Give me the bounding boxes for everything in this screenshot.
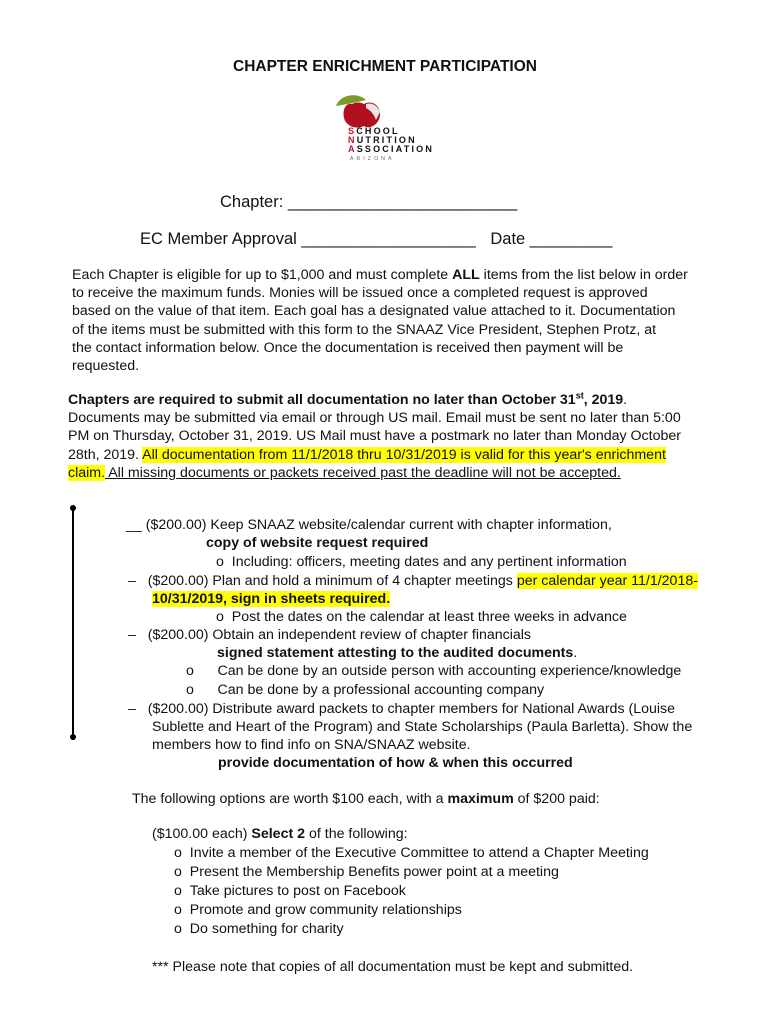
logo-line-2: NUTRITION (348, 135, 417, 145)
item-financials-req: signed statement attesting to the audited documents. (217, 645, 578, 661)
apple-icon (336, 95, 388, 128)
item-financials: – ($200.00) Obtain an independent review of chapter financials (128, 627, 532, 643)
approval-field (140, 230, 612, 249)
item-meetings-2: 10/31/2019, sign in sheets required. (152, 591, 391, 607)
option-item: o Present the Membership Benefits power point at a meeting (174, 864, 559, 880)
bracket-line (72, 508, 74, 740)
item-financials-sub1: o Can be done by an outside person with accounting experience/knowledge (186, 663, 682, 679)
footer-note: *** Please note that copies of all documentation must be kept and submitted. (152, 959, 634, 975)
item-financials-sub2: o Can be done by a professional accounting company (186, 682, 545, 698)
bracket-bottom (70, 734, 76, 740)
chapter-field: Chapter: _________________________ (220, 193, 518, 211)
bracket-top (70, 505, 76, 511)
page-title: CHAPTER ENRICHMENT PARTICIPATION (233, 58, 537, 75)
intro-paragraph: Each Chapter is eligible for up to $1,000 and must complete ALL items from the list below in order to receive the maximum funds. Monies will be issued once a completed request is approved based on the value of that item. Each goal has a designated value attached to it. Documentation of the items must be submitted with this form to the SNAAZ Vice President, Stephen Protz, at the contact information below. Once the documentation is received then payment will be requested. (72, 267, 688, 375)
logo-line-1: SCHOOL (348, 126, 400, 136)
item-awards-3: members how to find info on SNA/SNAAZ website. (152, 737, 471, 753)
snaaz-logo (318, 90, 438, 162)
logo-line-3: ASSOCIATION (348, 144, 435, 154)
options-intro: The following options are worth $100 each, with a maximum of $200 paid: (132, 791, 600, 807)
item-awards-req: provide documentation of how & when this occurred (218, 755, 573, 771)
date-field: Date _________ (490, 230, 613, 248)
deadline-paragraph: Chapters are required to submit all documentation no later than October 31st, 2019. Documents may be submitted via email or through US mail. Email must be sent no later than 5:00 PM on Thursday, October 31, 2019. US Mail must have a postmark no later than Monday October 28th, 2019. All documentation from 11/1/2018 thru 10/31/2019 is valid for this year's enrichment claim. All missing documents or packets received past the deadline will not be accepted. (68, 390, 681, 481)
option-item: o Do something for charity (174, 921, 344, 937)
option-item: o Promote and grow community relationships (174, 902, 462, 918)
item-awards-2: Sublette and Heart of the Program) and State Scholarships (Paula Barletta). Show the (152, 719, 693, 735)
option-item: o Take pictures to post on Facebook (174, 883, 406, 899)
item-meetings: – ($200.00) Plan and hold a minimum of 4 chapter meetings per calendar year 11/1/2018- (128, 573, 698, 589)
item-meetings-sub: o Post the dates on the calendar at least three weeks in advance (216, 609, 627, 625)
options-heading: ($100.00 each) Select 2 of the following: (152, 826, 408, 842)
logo-line-4: ARIZONA (350, 156, 395, 162)
item-website: __ ($200.00) Keep SNAAZ website/calendar current with chapter information, (126, 517, 612, 533)
item-website-req: copy of website request required (206, 535, 429, 551)
item-website-sub: o Including: officers, meeting dates and any pertinent information (216, 554, 627, 570)
option-item: o Invite a member of the Executive Committee to attend a Chapter Meeting (174, 845, 649, 861)
approval-label: EC Member Approval ___________________ (140, 230, 476, 248)
item-awards: – ($200.00) Distribute award packets to chapter members for National Awards (Louise (128, 701, 676, 717)
